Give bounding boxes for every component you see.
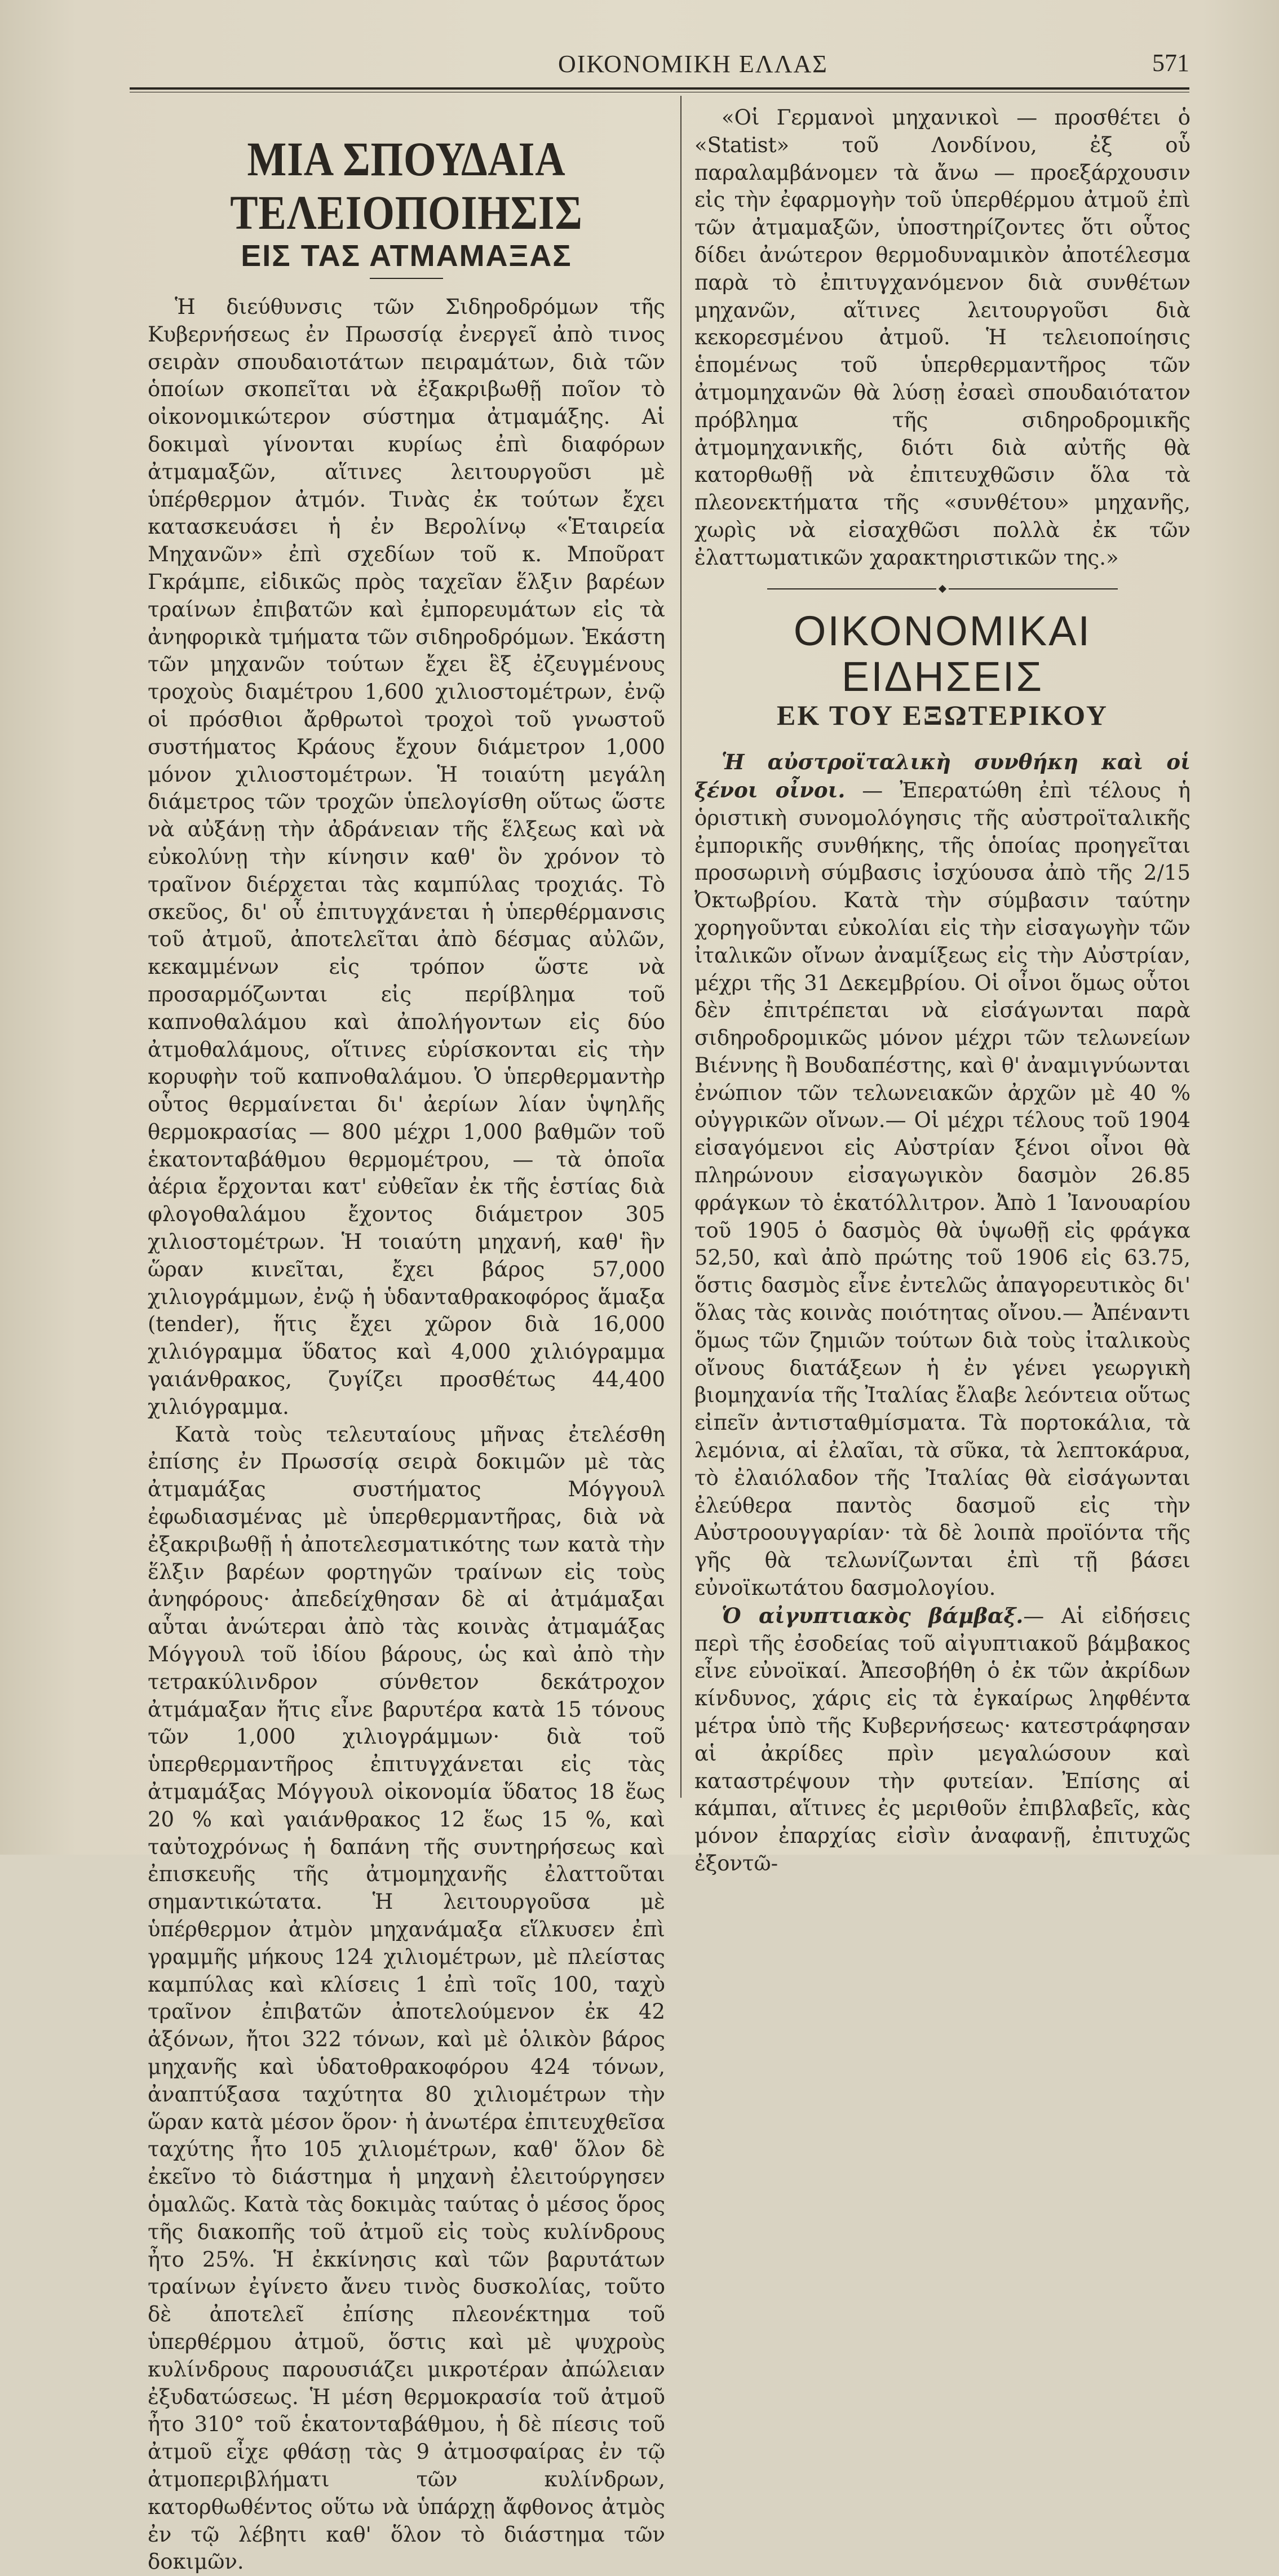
page-number: 571 [1152, 49, 1189, 77]
article-paragraph: «Οἱ Γερμανοὶ μηχανικοὶ — προσθέτει ὁ «Statist» τοῦ Λονδίνου, ἐξ οὗ παραλαμβάνομεν τὰ ἄνω — προεξάρχουσιν εἰς τὴν ἐφαρμογὴν τοῦ ὑπερθέρμου ἀτμοῦ ἐπὶ τῶν ἀτμαμαξῶν, ὑποστηρίζοντες ὅτι οὗτος δίδει ἀνώτερον θερμοδυναμικὸν ἀποτέλεσμα παρὰ τὸ ἐπιτυγχανόμενον διὰ συνθέτων μηχανῶν, αἵτινες λειτουργοῦσι διὰ κεκορεσμένου ἀτμοῦ. Ἡ τελειοποίησις ἑπομένως τοῦ ὑπερθερμαντῆρος τῶν ἀτμομηχανῶν θὰ λύσῃ ἐσαεὶ σπουδαιότατον πρόβλημα τῆς σιδηροδρομικῆς ἀτμομηχανικῆς, διότι διὰ αὐτῆς θὰ κατορθωθῇ νὰ ἐπιτευχθῶσιν ὅλα τὰ πλεονεκτήματα τῆς «συνθέτου» μηχανῆς, χωρὶς νὰ εἰσαχθῶσι πολλὰ ἐκ τῶν ἐλαττωματικῶν χαρακτηριστικῶν της.» [694, 105, 1191, 570]
title-rule [370, 278, 443, 279]
left-column [148, 104, 665, 2576]
news-text: — Αἱ εἰδήσεις περὶ τῆς ἐσοδείας τοῦ αἰγυπτιακοῦ βάμβακος εἶνε εὐνοϊκαί. Ἀπεσοβήθη ὁ ἐκ τῶν ἀκρίδων κίνδυνος, χάρις εἰς τὰ ἐγκαίρως ληφθέντα μέτρα ὑπὸ τῆς Κυβερνήσεως· κατεστράφησαν αἱ ἀκρίδες πρὶν μεγαλώσουν καὶ καταστρέψουν τὴν φυτείαν. Ἐπίσης αἱ κάμπαι, αἵτινες ἐς μεριθοῦν ἐπιβλαβεῖς, κὰς μόνον ἐπαρχίας εἰσὶν ἀναφανῇ, ἐπιτυχῶς ἐξοντῶ- [694, 1603, 1191, 1876]
article-title: ΜΙΑ ΣΠΟΥΔΑΙΑ ΤΕΛΕΙΟΠΟΙΗΣΙΣ [230, 132, 583, 240]
section-divider [694, 584, 1191, 593]
news-item [694, 1602, 1191, 1878]
divider-ornament [939, 584, 946, 592]
section-title: ΟΙΚΟΝΟΜΙΚΑΙ ΕΙΔΗΣΕΙΣ [793, 607, 1092, 700]
news-text: — Ἐπερατώθη ἐπὶ τέλους ἡ ὁριστικὴ συνομολόγησις τῆς αὐστροϊταλικῆς ἐμπορικῆς συνθήκης, τῆς ὁποίας προηγεῖται προσωρινὴ σύμβασις ἰσχύουσα ἀπὸ τῆς 2/15 Ὀκτωβρίου. Κατὰ τὴν σύμβασιν ταύτην χορηγοῦνται εὐκολίαι εἰς τὴν εἰσαγωγὴν τῶν ἰταλικῶν οἴνων ἀναμίξεως εἰς τὴν Αὐστρίαν, μέχρι τῆς 31 Δεκεμβρίου. Οἱ οἶνοι ὅμως οὗτοι δὲν ἐπιτρέπεται νὰ εἰσάγωνται παρὰ σιδηροδρομικῶς μόνον μέχρι τῶν τελωνείων Βιέννης ἢ Βουδαπέστης, καὶ θ' ἀναμιγνύωνται ἐνώπιον τῶν τελωνειακῶν ἀρχῶν μὲ 40 % οὐγγρικῶν οἴνων.— Οἱ μέχρι τέλους τοῦ 1904 εἰσαγόμενοι εἰς Αὐστρίαν ξένοι οἶνοι θὰ πληρώνουν εἰσαγωγικὸν δασμὸν 26.85 φράγκων τὸ ἑκατόλλιτρον. Ἀπὸ 1 Ἰανουαρίου τοῦ 1905 ὁ δασμὸς θὰ ὑψωθῇ εἰς φράγκα 52,50, καὶ ἀπὸ πρώτης τοῦ 1906 εἰς 63.75, ὅστις δασμὸς εἶνε ἐντελῶς ἀπαγορευτικὸς δι' ὅλας τὰς κοινὰς ποιότητας οἴνου.— Ἀπέναντι ὅμως τῶν ζημιῶν τούτων διὰ τοὺς ἰταλικοὺς οἴνους διατάξεων ἡ ἐν γένει γεωργικὴ βιομηχανία τῆς Ἰταλίας ἔλαβε λεόντεια οὕτως εἰπεῖν ἀντισταθμίσματα. Τὰ πορτοκάλια, τὰ λεμόνια, αἱ ἐλαῖαι, τὰ σῦκα, τὰ λεπτοκάρυα, τὸ ἐλαιόλαδον τῆς Ἰταλίας θὰ εἰσάγωνται ἐλεύθερα παντὸς δασμοῦ εἰς τὴν Αὐστροουγγαρίαν· τὰ δὲ λοιπὰ προϊόντα τῆς γῆς θὰ τελωνίζωνται ἐπὶ τῇ βάσει εὐνοϊκωτάτου δασμολογίου. [694, 778, 1191, 1600]
header-rule [130, 87, 1189, 90]
running-header [130, 45, 1189, 79]
article-subtitle: ΕΙΣ ΤΑΣ ΑΤΜΑΜΑΞΑΣ [241, 239, 572, 273]
news-lead: Ἡ αὐστροϊταλικὴ συνθήκη καὶ οἱ ξένοι οἶνοι. [694, 750, 1191, 802]
news-item [694, 748, 1191, 1602]
right-column [694, 104, 1191, 1878]
article-paragraph: Ἡ διεύθυνσις τῶν Σιδηροδρόμων τῆς Κυβερνήσεως ἐν Πρωσσίᾳ ἐνεργεῖ ἀπὸ τινος σειρὰν σπουδαιοτάτων πειραμάτων, διὰ τῶν ὁποίων σκοπεῖται νὰ ἐξακριβωθῇ ποῖον τὸ οἰκονομικώτερον σύστημα ἀτμαμάξης. Αἱ δοκιμαὶ γίνονται κυρίως ἐπὶ διαφόρων ἀτμαμαξῶν, αἵτινες λειτουργοῦσι μὲ ὑπέρθερμον ἀτμόν. Τινὰς ἐκ τούτων ἔχει κατασκευάσει ἡ ἐν Βερολίνῳ «Ἑταιρεία Μηχανῶν» ἐπὶ σχεδίων τοῦ κ. Μποῦρατ Γκράμπε, εἰδικῶς πρὸς ταχεῖαν ἕλξιν βαρέων τραίνων ἐπιβατῶν καὶ ἐμπορευμάτων εἰς τὰ ἀνηφορικὰ τμήματα τῶν σιδηροδρόμων. Ἑκάστη τῶν μηχανῶν τούτων ἔχει ἓξ ἐζευγμένους τροχοὺς διαμέτρου 1,600 χιλιοστομέτρων, ἐνῷ οἱ πρόσθιοι ἄρθρωτοὶ τροχοὶ τοῦ γνωστοῦ συστήματος Κράους ἔχουν διάμετρον 1,000 μόνον χιλιοστομέτρων. Ἡ τοιαύτη μεγάλη διάμετρος τῶν τροχῶν ὑπελογίσθη οὕτως ὥστε νὰ αὐξάνῃ τὴν ἀδράνειαν τῆς ἕλξεως καὶ νὰ εὐκολύνῃ τὴν κίνησιν καθ' ὃν χρόνον τὸ τραῖνον διέρχεται τὰς καμπύλας τροχιάς. Τὸ σκεῦος, δι' οὗ ἐπιτυγχάνεται ἡ ὑπερθέρμανσις τοῦ ἀτμοῦ, ἀποτελεῖται ἀπὸ δέσμας αὐλῶν, κεκαμμένων εἰς τρόπον ὥστε νὰ προσαρμόζωνται εἰς περίβλημα τοῦ καπνοθαλάμου καὶ ἀπολήγοντων εἰς δύο ἀτμοθαλάμους, οἵτινες εὑρίσκονται εἰς τὴν κορυφὴν τοῦ καπνοθαλάμου. Ὁ ὑπερθερμαντὴρ οὗτος θερμαίνεται δι' ἀερίων λίαν ὑψηλῆς θερμοκρασίας — 800 μέχρι 1,000 βαθμῶν τοῦ ἑκατονταβάθμου θερμομέτρου, — τὰ ὁποῖα ἀέρια ἔρχονται κατ' εὐθεῖαν ἐκ τῆς ἑστίας διὰ φλογοθαλάμου ἔχοντος διάμετρον 305 χιλιοστομέτρων. Ἡ τοιαύτη μηχανή, καθ' ἣν ὥραν κινεῖται, ἔχει βάρος 57,000 χιλιογράμμων, ἐνῷ ἡ ὑδανταθρακοφόρος ἅμαξα (tender), ἥτις ἔχει χῶρον διὰ 16,000 χιλιόγραμμα ὕδατος καὶ 4,000 χιλιόγραμμα γαιάνθρακος, ζυγίζει προσθέτως 44,400 χιλιόγραμμα. [148, 294, 665, 1419]
column-divider [680, 96, 681, 1798]
news-lead: Ὁ αἰγυπτιακὸς βάμβαξ. [722, 1603, 1024, 1628]
article-paragraph: Κατὰ τοὺς τελευταίους μῆνας ἐτελέσθη ἐπίσης ἐν Πρωσσίᾳ σειρὰ δοκιμῶν μὲ τὰς ἀτμαμάξας συστήματος Μόγγουλ ἐφωδιασμένας μὲ ὑπερθερμαντῆρας, διὰ νὰ ἐξακριβωθῇ ἡ ἀποτελεσματικότης των κατὰ τὴν ἕλξιν βαρέων φορτηγῶν τραίνων εἰς τοὺς ἀνηφόρους· ἀπεδείχθησαν δὲ αἱ ἀτμάμαξαι αὗται ἀνώτεραι ἀπὸ τὰς κοινὰς ἀτμαμάξας Μόγγουλ τοῦ ἰδίου βάρους, ὡς καὶ ἀπὸ τὴν τετρακύλινδρον σύνθετον δεκάτροχον ἀτμάμαξαν ἥτις εἶνε βαρυτέρα κατὰ 15 τόνους τῶν 1,000 χιλιογράμμων· διὰ τοῦ ὑπερθερμαντῆρος ἐπιτυγχάνεται εἰς τὰς ἀτμαμάξας Μόγγουλ οἰκονομία ὕδατος 18 ἕως 20 % καὶ γαιάνθρακος 12 ἕως 15 %, καὶ ταὐτοχρόνως ἡ δαπάνη τῆς συντηρήσεως καὶ ἐπισκευῆς τῆς ἀτμομηχανῆς ἐλαττοῦται σημαντικώτατα. Ἡ λειτουργοῦσα μὲ ὑπέρθερμον ἀτμὸν μηχανάμαξα εἵλκυσεν ἐπὶ γραμμῆς μήκους 124 χιλιομέτρων, μὲ πλείστας καμπύλας καὶ κλίσεις 1 ἐπὶ τοῖς 100, ταχὺ τραῖνον ἐπιβατῶν ἀποτελούμενον ἐκ 42 ἀξόνων, ἤτοι 322 τόνων, καὶ μὲ ὁλικὸν βάρος μηχανῆς καὶ ὑδατοθρακοφόρου 424 τόνων, ἀναπτύξασα ταχύτητα 80 χιλιομέτρων τὴν ὥραν κατὰ μέσον ὅρον· ἡ ἀνωτέρα ἐπιτευχθεῖσα ταχύτης ἦτο 105 χιλιομέτρων, καθ' ὅλον δὲ ἐκεῖνο τὸ διάστημα ἡ μηχανὴ ἐλειτούργησεν ὁμαλῶς. Κατὰ τὰς δοκιμὰς ταύτας ὁ μέσος ὅρος τῆς διακοπῆς τοῦ ἀτμοῦ εἰς τοὺς κυλίνδρους ἦτο 25%. Ἡ ἐκκίνησις καὶ τῶν βαρυτάτων τραίνων ἐγίνετο ἄνευ τινὸς δυσκολίας, τοῦτο δὲ ἀποτελεῖ ἐπίσης πλεονέκτημα τοῦ ὑπερθέρμου ἀτμοῦ, ὅστις καὶ μὲ ψυχροὺς κυλίνδρους παρουσιάζει μικροτέραν ἀπώλειαν ἐξυδατώσεως. Ἡ μέση θερμοκρασία τοῦ ἀτμοῦ ἦτο 310° τοῦ ἑκατονταβάθμου, ἡ δὲ πίεσις τοῦ ἀτμοῦ εἶχε φθάσῃ τὰς 9 ἀτμοσφαίρας ἐν τῷ ἀτμοπεριβλήματι τῶν κυλίνδρων, κατορθωθέντος οὕτω νὰ ὑπάρχῃ ἄφθονος ἀτμὸς ἐν τῷ λέβητι καθ' ὅλον τὸ διάστημα τῶν δοκιμῶν. [148, 1422, 665, 2574]
section-subtitle: ΕΚ ΤΟΥ ΕΞΩΤΕΡΙΚΟΥ [777, 699, 1108, 731]
running-title: ΟΙΚΟΝΟΜΙΚΗ ΕΛΛΑΣ [558, 50, 828, 78]
